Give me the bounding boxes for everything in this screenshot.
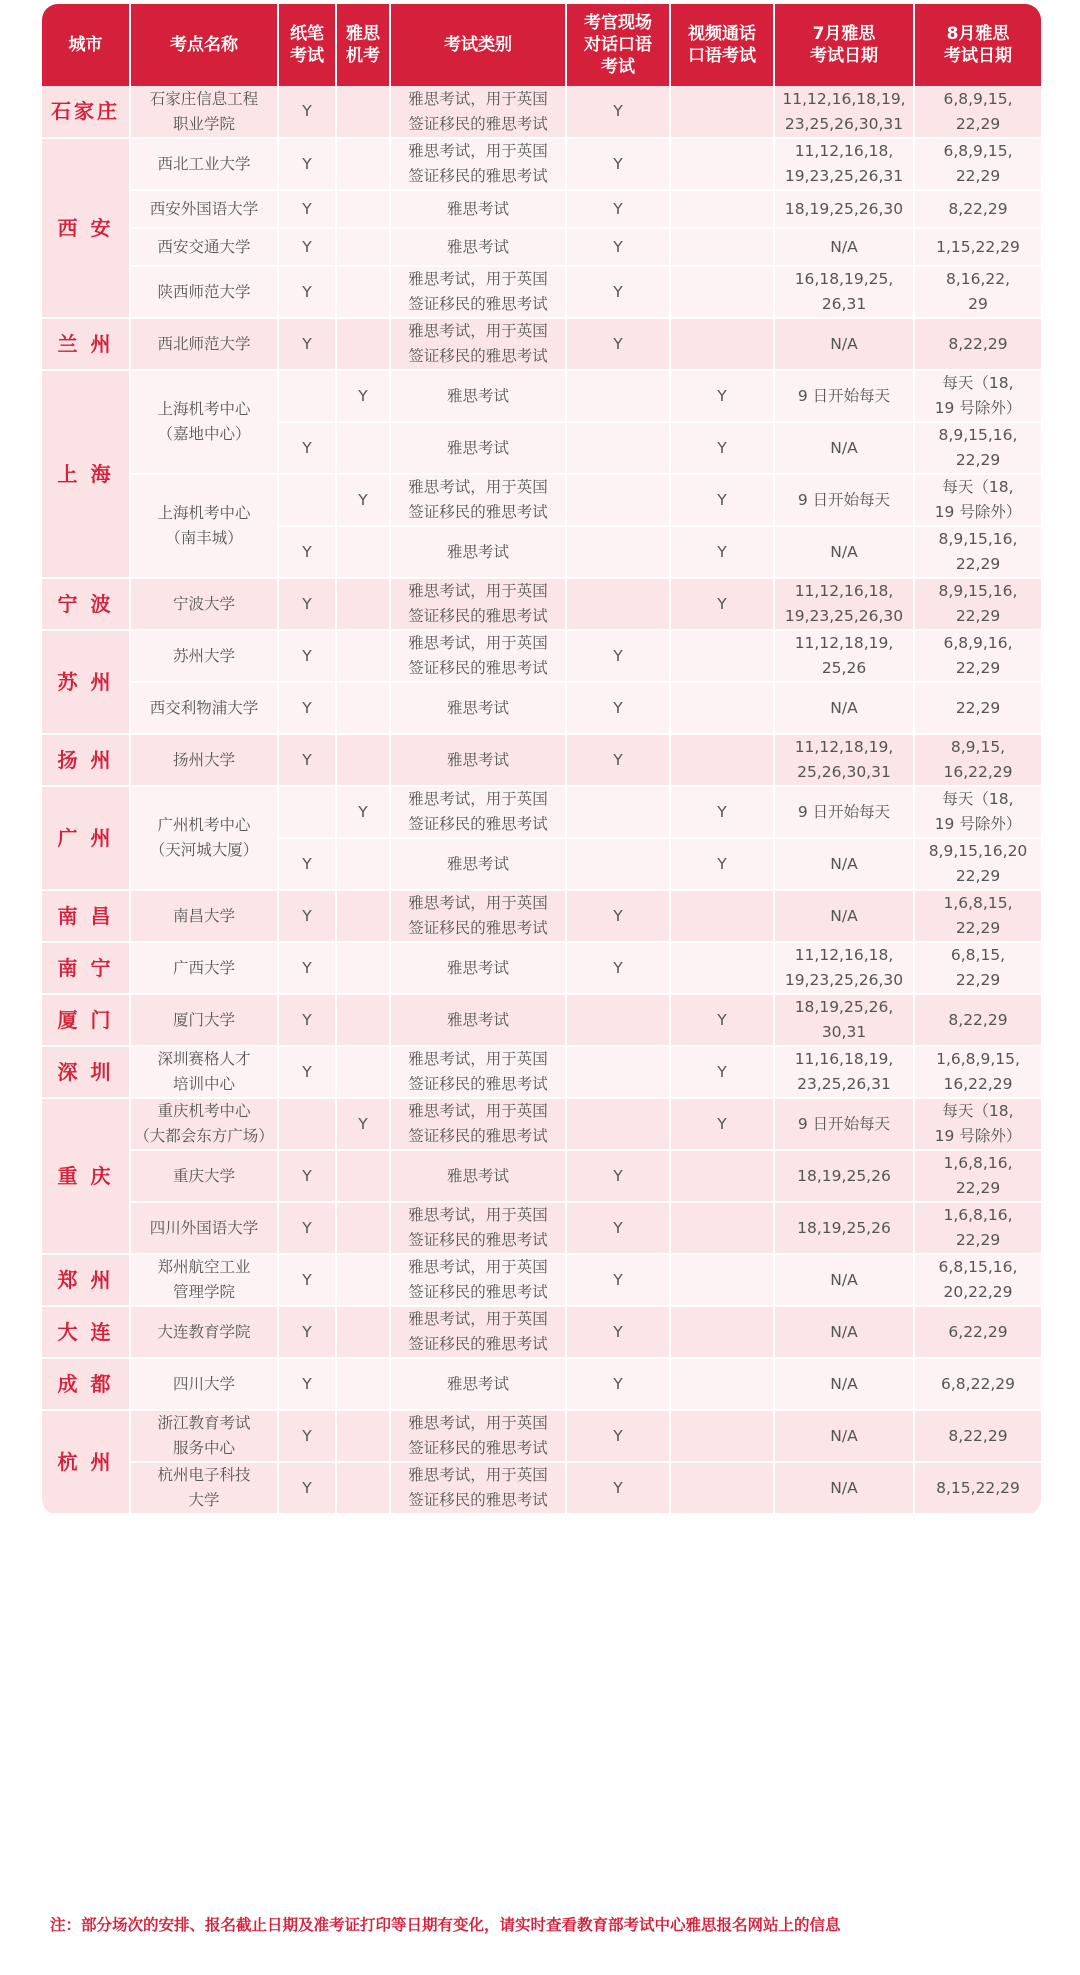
exam-type-cell: 雅思考试 [390,422,566,474]
f2f-speaking-cell [566,786,670,838]
august-dates-cell: 每天（18, 19 号除外） [914,786,1041,838]
august-dates-cell: 每天（18, 19 号除外） [914,370,1041,422]
city-cell: 深 圳 [42,1046,130,1098]
video-speaking-cell [670,86,774,138]
july-dates-cell: 18,19,25,26, 30,31 [774,994,914,1046]
venue-cell: 西北师范大学 [130,318,278,370]
exam-type-cell: 雅思考试，用于英国 签证移民的雅思考试 [390,786,566,838]
city-cell: 石家庄 [42,86,130,138]
computer-test-cell: Y [336,786,390,838]
venue-cell: 上海机考中心 （南丰城） [130,474,278,578]
table-row [42,1358,1041,1410]
city-cell: 南 昌 [42,890,130,942]
table-row [42,1254,1041,1306]
city-cell: 苏 州 [42,630,130,734]
exam-type-cell: 雅思考试，用于英国 签证移民的雅思考试 [390,318,566,370]
table-row [42,1462,1041,1514]
exam-type-cell: 雅思考试 [390,838,566,890]
july-dates-cell: 11,12,16,18, 19,23,25,26,30 [774,578,914,630]
video-speaking-cell [670,1358,774,1410]
paper-test-cell: Y [278,682,336,734]
august-dates-cell: 8,22,29 [914,1410,1041,1462]
video-speaking-cell [670,630,774,682]
august-dates-cell: 8,22,29 [914,318,1041,370]
venue-cell: 宁波大学 [130,578,278,630]
paper-test-cell [278,1098,336,1150]
computer-test-cell [336,1410,390,1462]
paper-test-cell: Y [278,1410,336,1462]
july-dates-cell: 9 日开始每天 [774,370,914,422]
paper-test-cell: Y [278,578,336,630]
paper-test-cell: Y [278,942,336,994]
computer-test-cell [336,890,390,942]
f2f-speaking-cell: Y [566,138,670,190]
table-row [42,370,1041,422]
video-speaking-cell [670,942,774,994]
exam-type-cell: 雅思考试，用于英国 签证移民的雅思考试 [390,630,566,682]
computer-test-cell [336,422,390,474]
july-dates-cell: 11,16,18,19, 23,25,26,31 [774,1046,914,1098]
header-f2f-speaking: 考官现场 对话口语 考试 [566,4,670,86]
july-dates-cell: 11,12,18,19, 25,26,30,31 [774,734,914,786]
city-cell: 宁 波 [42,578,130,630]
city-cell: 杭 州 [42,1410,130,1514]
august-dates-cell: 6,8,15,16, 20,22,29 [914,1254,1041,1306]
july-dates-cell: N/A [774,1306,914,1358]
july-dates-cell: N/A [774,526,914,578]
august-dates-cell: 每天（18, 19 号除外） [914,1098,1041,1150]
paper-test-cell: Y [278,190,336,228]
video-speaking-cell [670,266,774,318]
paper-test-cell: Y [278,994,336,1046]
july-dates-cell: 18,19,25,26 [774,1150,914,1202]
paper-test-cell: Y [278,1358,336,1410]
paper-test-cell [278,474,336,526]
paper-test-cell: Y [278,1462,336,1514]
computer-test-cell [336,1358,390,1410]
paper-test-cell: Y [278,890,336,942]
paper-test-cell: Y [278,1254,336,1306]
paper-test-cell: Y [278,1046,336,1098]
table-row [42,1098,1041,1150]
header-video-speaking: 视频通话 口语考试 [670,4,774,86]
table-row [42,1410,1041,1462]
venue-cell: 厦门大学 [130,994,278,1046]
table-row [42,786,1041,838]
july-dates-cell: N/A [774,838,914,890]
paper-test-cell: Y [278,422,336,474]
table-header [42,4,1041,86]
august-dates-cell: 6,8,9,16, 22,29 [914,630,1041,682]
venue-cell: 西安交通大学 [130,228,278,266]
f2f-speaking-cell: Y [566,1202,670,1254]
f2f-speaking-cell [566,578,670,630]
video-speaking-cell [670,318,774,370]
f2f-speaking-cell: Y [566,1358,670,1410]
video-speaking-cell: Y [670,526,774,578]
july-dates-cell: 18,19,25,26 [774,1202,914,1254]
venue-cell: 西安外国语大学 [130,190,278,228]
f2f-speaking-cell: Y [566,1410,670,1462]
august-dates-cell: 每天（18, 19 号除外） [914,474,1041,526]
table-row [42,266,1041,318]
f2f-speaking-cell: Y [566,1306,670,1358]
computer-test-cell [336,942,390,994]
exam-type-cell: 雅思考试 [390,228,566,266]
table-body [42,86,1041,1514]
exam-type-cell: 雅思考试，用于英国 签证移民的雅思考试 [390,890,566,942]
video-speaking-cell [670,890,774,942]
f2f-speaking-cell: Y [566,318,670,370]
f2f-speaking-cell [566,526,670,578]
computer-test-cell [336,526,390,578]
july-dates-cell: N/A [774,1462,914,1514]
venue-cell: 四川外国语大学 [130,1202,278,1254]
august-dates-cell: 8,9,15,16, 22,29 [914,422,1041,474]
table-row [42,682,1041,734]
city-cell: 成 都 [42,1358,130,1410]
computer-test-cell [336,1150,390,1202]
exam-type-cell: 雅思考试 [390,1358,566,1410]
video-speaking-cell: Y [670,994,774,1046]
f2f-speaking-cell [566,422,670,474]
video-speaking-cell [670,1410,774,1462]
header-paper: 纸笔 考试 [278,4,336,86]
exam-type-cell: 雅思考试，用于英国 签证移民的雅思考试 [390,138,566,190]
venue-cell: 郑州航空工业 管理学院 [130,1254,278,1306]
header-july-dates: 7月雅思 考试日期 [774,4,914,86]
venue-cell: 大连教育学院 [130,1306,278,1358]
exam-type-cell: 雅思考试 [390,682,566,734]
video-speaking-cell [670,1462,774,1514]
table-row [42,228,1041,266]
f2f-speaking-cell [566,474,670,526]
exam-type-cell: 雅思考试，用于英国 签证移民的雅思考试 [390,1046,566,1098]
computer-test-cell [336,228,390,266]
computer-test-cell [336,1202,390,1254]
august-dates-cell: 1,6,8,15, 22,29 [914,890,1041,942]
paper-test-cell: Y [278,86,336,138]
table-row [42,1150,1041,1202]
video-speaking-cell [670,682,774,734]
exam-type-cell: 雅思考试，用于英国 签证移民的雅思考试 [390,1462,566,1514]
july-dates-cell: 11,12,16,18, 19,23,25,26,30 [774,942,914,994]
f2f-speaking-cell: Y [566,890,670,942]
july-dates-cell: N/A [774,422,914,474]
exam-type-cell: 雅思考试，用于英国 签证移民的雅思考试 [390,1306,566,1358]
video-speaking-cell: Y [670,474,774,526]
table-row [42,1306,1041,1358]
city-cell: 重 庆 [42,1098,130,1254]
table-row [42,734,1041,786]
f2f-speaking-cell: Y [566,1254,670,1306]
video-speaking-cell: Y [670,1046,774,1098]
july-dates-cell: N/A [774,228,914,266]
computer-test-cell [336,266,390,318]
computer-test-cell [336,630,390,682]
city-cell: 上 海 [42,370,130,578]
july-dates-cell: 9 日开始每天 [774,786,914,838]
july-dates-cell: N/A [774,682,914,734]
table-row [42,318,1041,370]
venue-cell: 苏州大学 [130,630,278,682]
video-speaking-cell [670,228,774,266]
f2f-speaking-cell [566,1046,670,1098]
header-type: 考试类别 [390,4,566,86]
computer-test-cell [336,682,390,734]
july-dates-cell: 16,18,19,25, 26,31 [774,266,914,318]
table-row [42,474,1041,526]
exam-type-cell: 雅思考试 [390,942,566,994]
august-dates-cell: 8,9,15, 16,22,29 [914,734,1041,786]
exam-type-cell: 雅思考试 [390,526,566,578]
f2f-speaking-cell: Y [566,86,670,138]
video-speaking-cell: Y [670,1098,774,1150]
august-dates-cell: 6,8,15, 22,29 [914,942,1041,994]
header-venue: 考点名称 [130,4,278,86]
table-row [42,1202,1041,1254]
ielts-schedule-table [42,4,1041,1515]
table-row [42,190,1041,228]
computer-test-cell [336,138,390,190]
city-cell: 兰 州 [42,318,130,370]
exam-type-cell: 雅思考试 [390,1150,566,1202]
august-dates-cell: 8,9,15,16,20 22,29 [914,838,1041,890]
video-speaking-cell: Y [670,578,774,630]
august-dates-cell: 6,8,22,29 [914,1358,1041,1410]
computer-test-cell [336,838,390,890]
header-city: 城市 [42,4,130,86]
august-dates-cell: 1,6,8,16, 22,29 [914,1150,1041,1202]
august-dates-cell: 1,15,22,29 [914,228,1041,266]
venue-cell: 浙江教育考试 服务中心 [130,1410,278,1462]
table-row [42,138,1041,190]
city-cell: 扬 州 [42,734,130,786]
july-dates-cell: N/A [774,890,914,942]
paper-test-cell: Y [278,138,336,190]
july-dates-cell: N/A [774,318,914,370]
exam-type-cell: 雅思考试，用于英国 签证移民的雅思考试 [390,1410,566,1462]
venue-cell: 重庆大学 [130,1150,278,1202]
computer-test-cell [336,318,390,370]
venue-cell: 西北工业大学 [130,138,278,190]
video-speaking-cell [670,734,774,786]
paper-test-cell: Y [278,1306,336,1358]
paper-test-cell: Y [278,1150,336,1202]
computer-test-cell [336,1462,390,1514]
venue-cell: 四川大学 [130,1358,278,1410]
paper-test-cell [278,370,336,422]
august-dates-cell: 6,22,29 [914,1306,1041,1358]
f2f-speaking-cell: Y [566,1150,670,1202]
exam-type-cell: 雅思考试，用于英国 签证移民的雅思考试 [390,1254,566,1306]
computer-test-cell [336,578,390,630]
exam-type-cell: 雅思考试，用于英国 签证移民的雅思考试 [390,578,566,630]
computer-test-cell [336,1254,390,1306]
header-august-dates: 8月雅思 考试日期 [914,4,1041,86]
venue-cell: 南昌大学 [130,890,278,942]
f2f-speaking-cell: Y [566,266,670,318]
table-row [42,942,1041,994]
july-dates-cell: 11,12,16,18,19, 23,25,26,30,31 [774,86,914,138]
computer-test-cell [336,1046,390,1098]
computer-test-cell [336,190,390,228]
f2f-speaking-cell: Y [566,682,670,734]
july-dates-cell: 9 日开始每天 [774,1098,914,1150]
computer-test-cell [336,994,390,1046]
august-dates-cell: 8,9,15,16, 22,29 [914,526,1041,578]
venue-cell: 上海机考中心 （嘉地中心） [130,370,278,474]
video-speaking-cell: Y [670,786,774,838]
f2f-speaking-cell: Y [566,1462,670,1514]
table-row [42,86,1041,138]
city-cell: 广 州 [42,786,130,890]
video-speaking-cell: Y [670,838,774,890]
exam-type-cell: 雅思考试，用于英国 签证移民的雅思考试 [390,474,566,526]
computer-test-cell [336,86,390,138]
august-dates-cell: 1,6,8,9,15, 16,22,29 [914,1046,1041,1098]
exam-type-cell: 雅思考试 [390,734,566,786]
july-dates-cell: 18,19,25,26,30 [774,190,914,228]
schedule-table-container [42,4,1041,1515]
city-cell: 西 安 [42,138,130,318]
exam-type-cell: 雅思考试，用于英国 签证移民的雅思考试 [390,1098,566,1150]
august-dates-cell: 8,9,15,16, 22,29 [914,578,1041,630]
paper-test-cell: Y [278,734,336,786]
august-dates-cell: 8,16,22, 29 [914,266,1041,318]
venue-cell: 杭州电子科技 大学 [130,1462,278,1514]
august-dates-cell: 8,15,22,29 [914,1462,1041,1514]
computer-test-cell: Y [336,474,390,526]
computer-test-cell [336,734,390,786]
paper-test-cell [278,786,336,838]
table-row [42,578,1041,630]
venue-cell: 西交利物浦大学 [130,682,278,734]
header-computer: 雅思 机考 [336,4,390,86]
paper-test-cell: Y [278,838,336,890]
paper-test-cell: Y [278,1202,336,1254]
exam-type-cell: 雅思考试 [390,370,566,422]
f2f-speaking-cell: Y [566,942,670,994]
venue-cell: 陕西师范大学 [130,266,278,318]
july-dates-cell: N/A [774,1410,914,1462]
f2f-speaking-cell: Y [566,734,670,786]
table-row [42,1046,1041,1098]
video-speaking-cell [670,1306,774,1358]
f2f-speaking-cell [566,370,670,422]
header-row [42,4,1041,86]
video-speaking-cell [670,190,774,228]
city-cell: 大 连 [42,1306,130,1358]
video-speaking-cell [670,1202,774,1254]
city-cell: 厦 门 [42,994,130,1046]
f2f-speaking-cell: Y [566,190,670,228]
video-speaking-cell: Y [670,370,774,422]
exam-type-cell: 雅思考试，用于英国 签证移民的雅思考试 [390,1202,566,1254]
paper-test-cell: Y [278,526,336,578]
f2f-speaking-cell [566,994,670,1046]
paper-test-cell: Y [278,266,336,318]
august-dates-cell: 1,6,8,16, 22,29 [914,1202,1041,1254]
august-dates-cell: 8,22,29 [914,190,1041,228]
venue-cell: 广西大学 [130,942,278,994]
footnote: 注：部分场次的安排、报名截止日期及准考证打印等日期有变化，请实时查看教育部考试中心雅思报名网站上的信息 [50,1916,841,1934]
computer-test-cell: Y [336,370,390,422]
venue-cell: 广州机考中心 （天河城大厦） [130,786,278,890]
paper-test-cell: Y [278,630,336,682]
venue-cell: 深圳赛格人才 培训中心 [130,1046,278,1098]
video-speaking-cell [670,138,774,190]
july-dates-cell: N/A [774,1358,914,1410]
computer-test-cell: Y [336,1098,390,1150]
video-speaking-cell [670,1254,774,1306]
video-speaking-cell: Y [670,422,774,474]
venue-cell: 扬州大学 [130,734,278,786]
july-dates-cell: N/A [774,1254,914,1306]
paper-test-cell: Y [278,318,336,370]
table-row [42,890,1041,942]
table-row [42,994,1041,1046]
paper-test-cell: Y [278,228,336,266]
july-dates-cell: 11,12,16,18, 19,23,25,26,31 [774,138,914,190]
july-dates-cell: 9 日开始每天 [774,474,914,526]
city-cell: 郑 州 [42,1254,130,1306]
exam-type-cell: 雅思考试 [390,190,566,228]
exam-type-cell: 雅思考试，用于英国 签证移民的雅思考试 [390,86,566,138]
video-speaking-cell [670,1150,774,1202]
f2f-speaking-cell: Y [566,228,670,266]
venue-cell: 石家庄信息工程 职业学院 [130,86,278,138]
exam-type-cell: 雅思考试，用于英国 签证移民的雅思考试 [390,266,566,318]
august-dates-cell: 22,29 [914,682,1041,734]
july-dates-cell: 11,12,18,19, 25,26 [774,630,914,682]
computer-test-cell [336,1306,390,1358]
f2f-speaking-cell [566,1098,670,1150]
table-row [42,630,1041,682]
venue-cell: 重庆机考中心 （大都会东方广场） [130,1098,278,1150]
august-dates-cell: 8,22,29 [914,994,1041,1046]
august-dates-cell: 6,8,9,15, 22,29 [914,86,1041,138]
august-dates-cell: 6,8,9,15, 22,29 [914,138,1041,190]
f2f-speaking-cell [566,838,670,890]
f2f-speaking-cell: Y [566,630,670,682]
exam-type-cell: 雅思考试 [390,994,566,1046]
city-cell: 南 宁 [42,942,130,994]
